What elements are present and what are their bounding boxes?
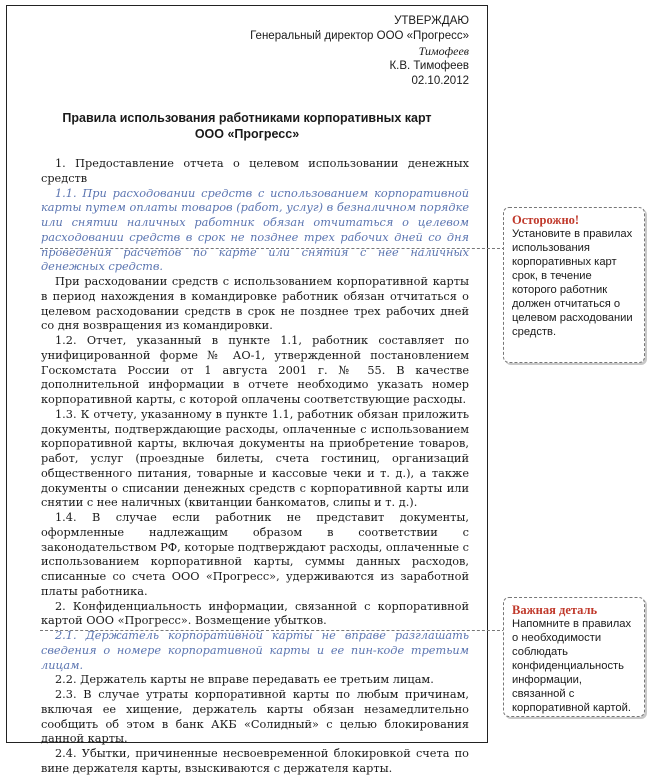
document-title [7,110,487,142]
approval-signature: Тимофеев [418,44,469,58]
rule-2-2: 2.2. Держатель карты не вправе передавать ее третьим лицам. [55,673,434,687]
note-caution [503,207,645,363]
rule-1-3: 1.3. К отчету, указанному в пункте 1.1, работник обязан приложить документы, подтверждающие расходы, оплаченные с использованием корпоративной карты, включая документы на приобретение товаров, работ, услуг (проездные билеты, счета гостиниц, организаций общественного питания, товарные и кассовые чеки и т. д.), а также документы о списании денежных средств с корпоративной карты или снятии с нее наличных (квитанции банкоматов, слипы и т. д.). [41,407,469,510]
note-caution-title: Осторожно! [512,213,580,227]
rules-body [41,157,469,777]
rule-1-2: 1.2. Отчет, указанный в пункте 1.1, работник составляет по унифицированной форме № АО-1, утвержденной постановлением Госкомстата России от 1 августа 2001 г. № 55. В качестве дополнительной информации в отчете необходимо указать номер корпоративной карты, с которой оплачены соответствующие расходы. [41,334,469,406]
rule-2-3: 2.3. В случае утраты корпоративной карты по любым причинам, включая ее хищение, держатель карты обязан незамедлительно сообщить об этом в банк АКБ «Солидный» с целью блокирования данной карты. [41,688,469,746]
callout-connector-2 [40,630,505,631]
note-important-title: Важная деталь [512,603,598,617]
rule-1-1-highlighted: 1.1. При расходовании средств с использованием корпоративной карты путем оплаты товаров (работ, услуг) в безналичном порядке или снятии наличных работник обязан отчитаться о целевом расходовании средств в срок не позднее трех рабочих дней со дня проведения расчетов по карте или снятия с нее наличных денежных средств. [41,186,469,274]
section-1-heading: 1. Предоставление отчета о целевом использовании денежных средств [41,157,469,185]
rule-1-1-business-trip: При расходовании средств с использованием корпоративной карты в период нахождения в командировке работник обязан отчитаться о целевом расходовании средств в срок не позднее трех рабочих дней со дня возвращения из командировки. [41,275,469,333]
callout-connector-1 [40,248,505,249]
title-line-2: ООО «Прогресс» [194,127,300,141]
note-caution-text: Установите в правилах использования корпоративных карт срок, в течение которого работник должен отчитаться о целевом расходовании средств. [512,228,633,338]
section-2-heading: 2. Конфиденциальность информации, связанной с корпоративной картой ООО «Прогресс». Возмещение убытков. [41,599,469,628]
title-line-1: Правила использования работниками корпоративных карт [62,111,432,125]
document-page [6,5,488,775]
rule-2-1-highlighted: 2.1. Держатель корпоративной карты не вправе разглашать сведения о номере корпоративной карты и ее пин-коде третьим лицам. [41,629,469,672]
note-important-text: Напомните в правилах о необходимости соблюдать конфиденциальность информации, связанной с корпоративной картой. [512,618,632,714]
note-important-detail [503,597,645,717]
approval-date: 02.10.2012 [411,75,469,87]
approval-name: К.В. Тимофеев [389,60,469,72]
rule-1-4: 1.4. В случае если работник не представит документы, оформленные надлежащим образом в соответствии с законодательством РФ, которые подтверждают расходы, оплаченные с использованием корпоративной карты, суммы данных расходов, списанные со счета ООО «Прогресс», удерживаются из заработной платы работника. [41,511,469,598]
approval-position: Генеральный директор ООО «Прогресс» [250,30,469,42]
approval-word: УТВЕРЖДАЮ [394,15,469,27]
rule-2-4: 2.4. Убытки, причиненные несвоевременной блокировкой счета по вине держателя карты, взыскиваются с держателя карты. [41,747,469,775]
approval-block [250,14,469,89]
